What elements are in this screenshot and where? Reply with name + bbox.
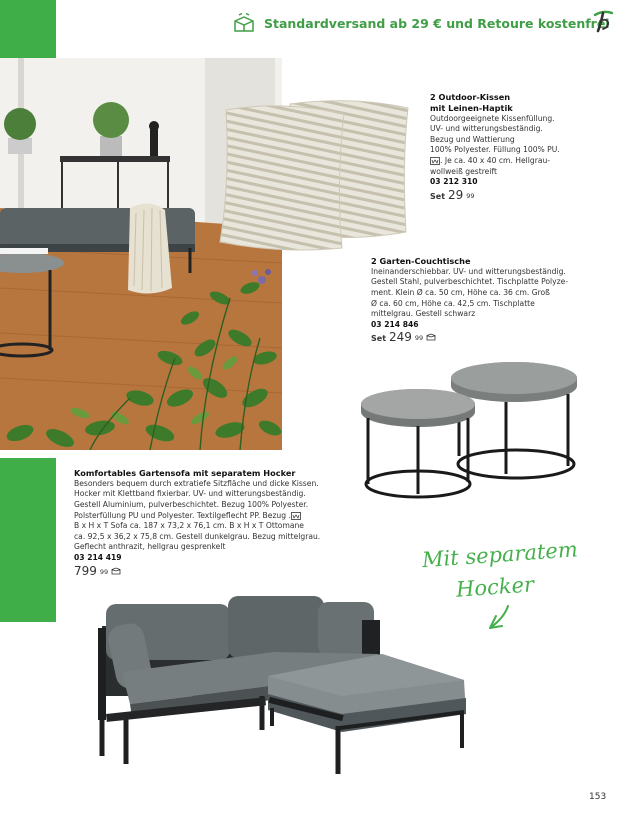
- coffee-tables-image: [356, 356, 582, 504]
- product-desc-line: mittelgrau. Gestell schwarz: [371, 309, 476, 319]
- tchibo-logo-icon[interactable]: [592, 9, 614, 33]
- price-cents: 99: [414, 334, 424, 343]
- product-pillows: [430, 92, 615, 202]
- arrow-icon: [490, 606, 508, 628]
- product-title: 2 Outdoor-Kissen: [430, 92, 511, 102]
- delivery-box-icon: [426, 333, 436, 341]
- shipping-banner-text: Standardversand ab 29 € und Retoure kostenfrei: [264, 15, 610, 31]
- product-desc-line: Gestell Stahl, pulverbeschichtet. Tischplatte Polyze-: [371, 277, 569, 287]
- product-desc-line: ment. Klein Ø ca. 50 cm, Höhe ca. 36 cm. Groß: [371, 287, 550, 297]
- product-desc-line: Besonders bequem durch extratiefe Sitzfläche und dicke Kissen.: [74, 478, 319, 488]
- product-title: 2 Garten-Couchtische: [371, 256, 471, 266]
- product-desc-line: Outdoorgeeignete Kissenfüllung.: [430, 113, 555, 123]
- product-desc-line: Gestell Aluminium, pulverbeschichtet. Bezug 100% Polyester.: [74, 499, 309, 509]
- product-desc-line-with-icon: [74, 511, 359, 522]
- washing-machine-icon: [430, 157, 440, 165]
- striped-pillows-image: [212, 92, 418, 258]
- product-desc-line: Ineinanderschiebbar. UV- und witterungsbeständig.: [371, 266, 566, 276]
- product-desc-line: Bezug und Wattierung: [430, 134, 515, 144]
- product-title: mit Leinen-Haptik: [430, 102, 513, 113]
- product-desc-line: Polsterfüllung PU und Polyester. Textilgeflecht PP. Bezug .: [74, 510, 291, 520]
- delivery-box-icon: [111, 567, 121, 575]
- product-code: 03 214 846: [371, 319, 419, 329]
- product-desc-line: wollweiß gestreift: [430, 166, 497, 176]
- green-accent-bar-bottom: [0, 458, 56, 622]
- product-code: 03 212 310: [430, 177, 478, 187]
- product-price: [371, 332, 611, 345]
- product-price: [430, 187, 615, 203]
- price-cents: 99: [99, 567, 109, 576]
- product-desc-line: B x H x T Sofa ca. 187 x 73,2 x 76,1 cm. B x H x T Ottomane: [74, 521, 304, 531]
- price-label: Set: [371, 334, 387, 344]
- page-number: 153: [589, 792, 607, 802]
- product-code: 03 214 419: [74, 552, 122, 562]
- price-integer: 29: [448, 187, 464, 202]
- handwritten-note-line1: Mit separatem: [421, 537, 578, 573]
- product-title: Komfortables Gartensofa mit separatem Hocker: [74, 468, 296, 478]
- handwritten-note-line2: Hocker: [455, 572, 535, 602]
- garden-sofa-image: [92, 588, 474, 784]
- washing-machine-icon: [291, 512, 301, 520]
- product-desc-line: UV- und witterungsbeständig.: [430, 124, 543, 134]
- price-cents: 99: [466, 191, 475, 200]
- product-desc-line: ca. 92,5 x 36,2 x 75,8 cm. Gestell dunkelgrau. Bezug mittelgrau.: [74, 531, 321, 541]
- product-desc-line: Geflecht anthrazit, hellgrau gesprenkelt: [74, 542, 226, 552]
- product-price: [74, 563, 359, 579]
- shipping-banner[interactable]: [232, 12, 610, 34]
- product-desc-line: 100% Polyester. Füllung 100% PU.: [430, 145, 560, 155]
- product-desc-line: Hocker mit Klettband fixierbar. UV- und witterungsbeständig.: [74, 489, 306, 499]
- product-desc-line-with-icon: [430, 156, 615, 167]
- product-desc-line: . Je ca. 40 x 40 cm. Hellgrau-: [440, 155, 551, 165]
- product-coffee-tables: [371, 256, 611, 345]
- price-integer: 249: [389, 330, 412, 345]
- product-garden-sofa: [74, 468, 359, 578]
- delivery-box-icon: [232, 12, 256, 34]
- price-label: Set: [430, 191, 446, 201]
- green-accent-bar-top: [0, 0, 56, 58]
- price-integer: 799: [74, 563, 97, 578]
- product-desc-line: Ø ca. 60 cm, Höhe ca. 42,5 cm. Tischplatte: [371, 298, 535, 308]
